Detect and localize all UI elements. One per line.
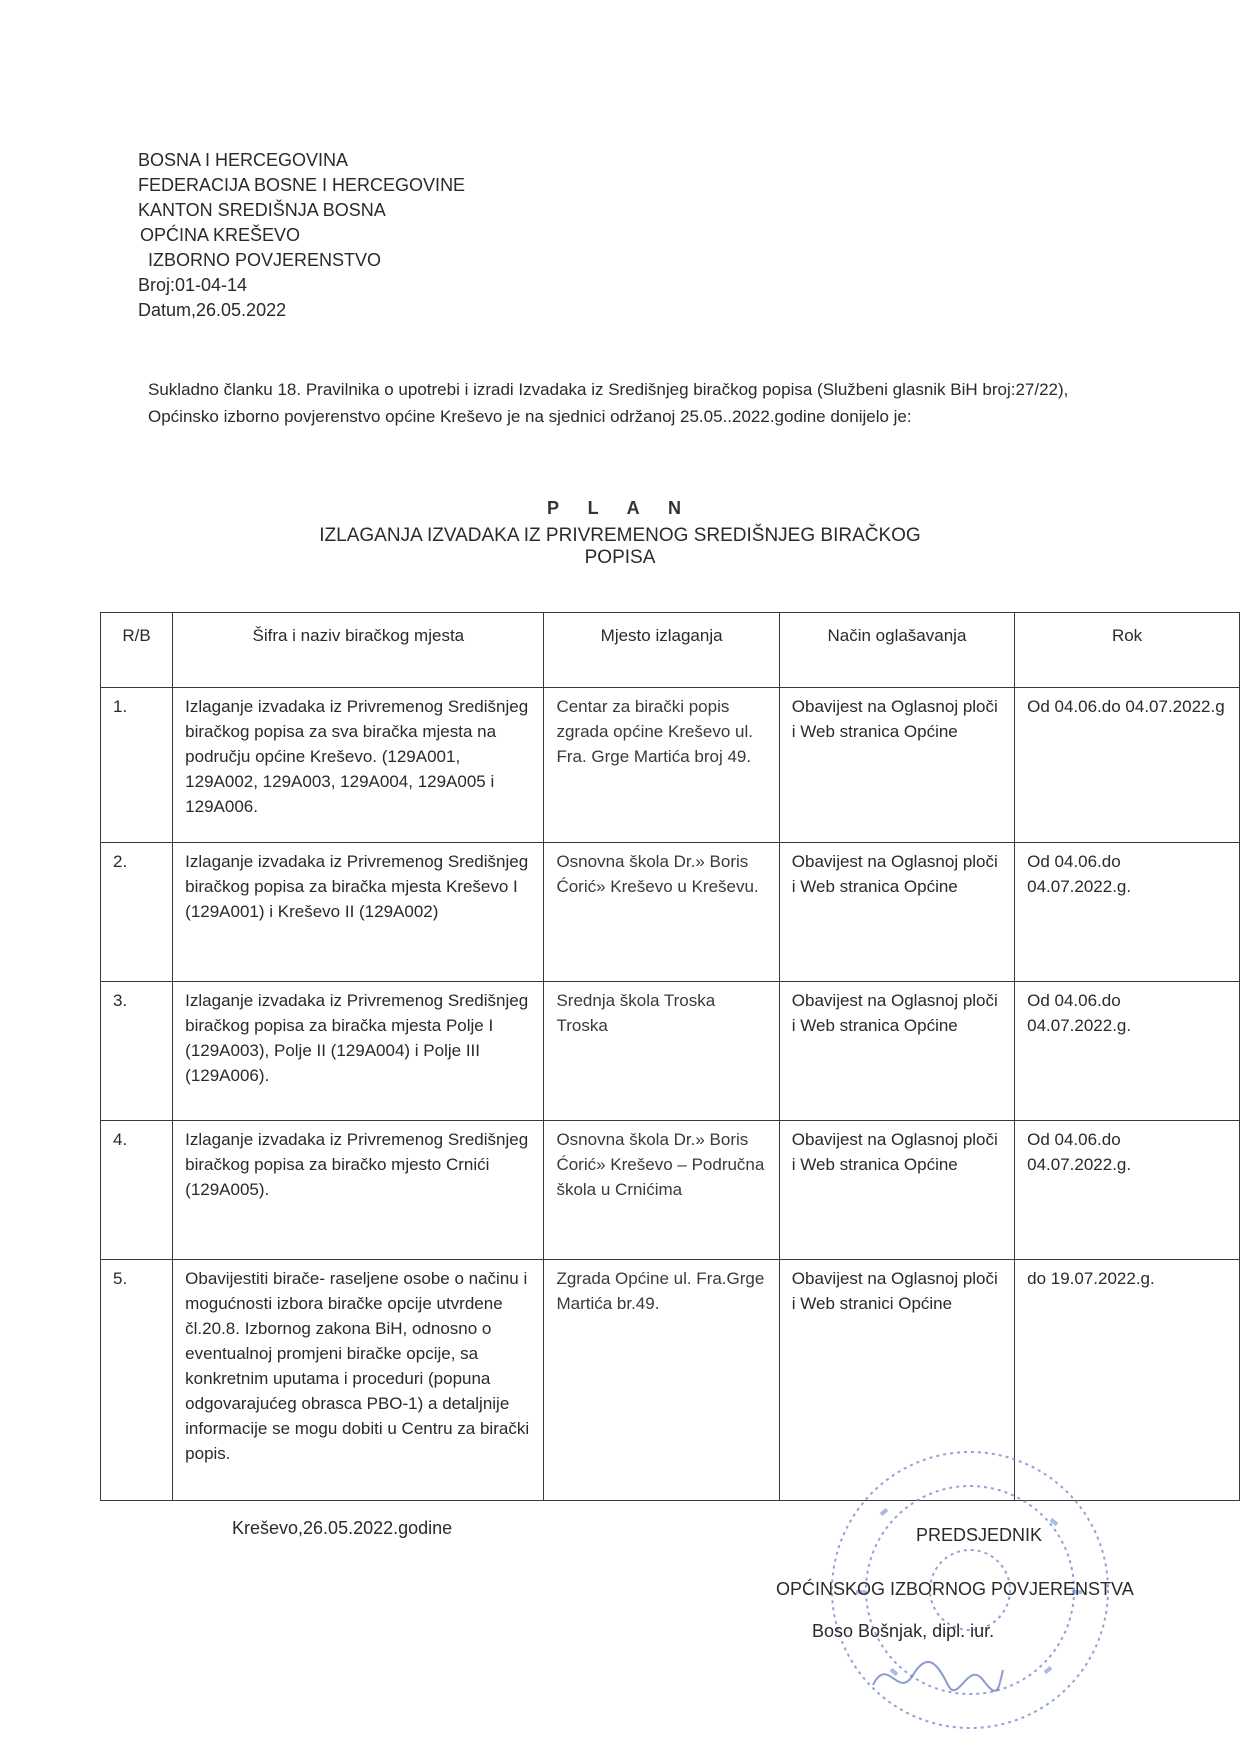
document-date: Datum,26.05.2022 — [138, 300, 287, 320]
cell-rb: 5. — [101, 1260, 173, 1501]
cell-rok: Od 04.06.do 04.07.2022.g. — [1015, 843, 1240, 982]
letterhead — [138, 148, 465, 323]
cell-rb: 1. — [101, 688, 173, 843]
cell-rb: 2. — [101, 843, 173, 982]
plan-table — [100, 612, 1240, 1501]
cell-way: Obavijest na Oglasnoj ploči i Web stranici Općine — [779, 1260, 1014, 1501]
cell-rb: 3. — [101, 982, 173, 1121]
place-date: Kreševo,26.05.2022.godine — [232, 1518, 453, 1538]
letterhead-canton: KANTON SREDIŠNJA BOSNA — [138, 200, 386, 220]
cell-rok: Od 04.06.do 04.07.2022.g. — [1015, 1121, 1240, 1260]
table-row — [101, 982, 1240, 1121]
table-row — [101, 688, 1240, 843]
cell-place: Srednja škola Troska Troska — [544, 982, 779, 1121]
sign-title-president: PREDSJEDNIK — [916, 1525, 1043, 1545]
cell-way: Obavijest na Oglasnoj ploči i Web stranica Općine — [779, 982, 1014, 1121]
document-number: Broj:01-04-14 — [138, 275, 248, 295]
letterhead-country: BOSNA I HERCEGOVINA — [138, 150, 349, 170]
cell-way: Obavijest na Oglasnoj ploči i Web stranica Općine — [779, 688, 1014, 843]
sign-title-commission: OPĆINSKOG IZBORNOG POVJERENSTVA — [776, 1579, 1134, 1599]
cell-rok: Od 04.06.do 04.07.2022.g — [1015, 688, 1240, 843]
header-rb: R/B — [101, 613, 173, 688]
signature-icon — [868, 1645, 1008, 1705]
cell-desc: Izlaganje izvadaka iz Privremenog Središnjeg biračkog popisa za biračka mjesta Polje I (129A003), Polje II (129A004) i Polje III (129A006). — [173, 982, 544, 1121]
letterhead-commission: IZBORNO POVJERENSTVO — [148, 250, 382, 270]
header-desc: Šifra i naziv biračkog mjesta — [173, 613, 544, 688]
title-subtitle: IZLAGANJA IZVADAKA IZ PRIVREMENOG SREDIŠNJEG BIRAČKOG POPISA — [319, 525, 921, 568]
intro-line-2: Općinsko izborno povjerenstvo općine Kreševo je na sjednici održanoj 25.05..2022.godine donijelo je: — [148, 407, 912, 426]
intro-paragraph — [148, 376, 1108, 430]
cell-rb: 4. — [101, 1121, 173, 1260]
letterhead-federation: FEDERACIJA BOSNE I HERCEGOVINE — [138, 175, 466, 195]
cell-rok: do 19.07.2022.g. — [1015, 1260, 1240, 1501]
cell-desc: Obavijestiti birače- raseljene osobe o načinu i mogućnosti izbora biračke opcije utvrdene čl.20.8. Izbornog zakona BiH, odnosno o eventualnoj promjeni biračke opcije, sa konkretnim uputama i proceduri (popuna odgovarajućeg obrasca PBO-1) a detaljnije informacije se mogu dobiti u Centru za birački popis. — [173, 1260, 544, 1501]
table-header-row — [101, 613, 1240, 688]
cell-way: Obavijest na Oglasnoj ploči i Web stranica Općine — [779, 843, 1014, 982]
intro-line-1: Sukladno članku 18. Pravilnika o upotrebi i izradi Izvadaka iz Središnjeg biračkog popisa (Službeni glasnik BiH broj:27/22), — [148, 380, 1069, 399]
table-row — [101, 843, 1240, 982]
cell-desc: Izlaganje izvadaka iz Privremenog Središnjeg biračkog popisa za biračka mjesta Kreševo I (129A001) i Kreševo II (129A002) — [173, 843, 544, 982]
table-row — [101, 1121, 1240, 1260]
cell-desc: Izlaganje izvadaka iz Privremenog Središnjeg biračkog popisa za sva biračka mjesta na području općine Kreševo. (129A001, 129A002, 129A003, 129A004, 129A005 i 129A006. — [173, 688, 544, 843]
cell-place: Centar za birački popis zgrada općine Kreševo ul. Fra. Grge Martića broj 49. — [544, 688, 779, 843]
header-place: Mjesto izlaganja — [544, 613, 779, 688]
header-way: Način oglašavanja — [779, 613, 1014, 688]
cell-place: Osnovna škola Dr.» Boris Ćorić» Kreševo u Kreševu. — [544, 843, 779, 982]
cell-place: Osnovna škola Dr.» Boris Ćorić» Kreševo – Područna škola u Crnićima — [544, 1121, 779, 1260]
title-plan: P L A N — [546, 498, 693, 518]
header-rok: Rok — [1015, 613, 1240, 688]
cell-rok: Od 04.06.do 04.07.2022.g. — [1015, 982, 1240, 1121]
document-title — [300, 498, 940, 569]
cell-desc: Izlaganje izvadaka iz Privremenog Središnjeg biračkog popisa za biračko mjesto Crnići (129A005). — [173, 1121, 544, 1260]
signature-block — [770, 1522, 1170, 1644]
sign-name: Boso Bošnjak, dipl. iur. — [812, 1621, 995, 1641]
cell-way: Obavijest na Oglasnoj ploči i Web stranica Općine — [779, 1121, 1014, 1260]
letterhead-municipality: OPĆINA KREŠEVO — [140, 225, 301, 245]
cell-place: Zgrada Općine ul. Fra.Grge Martića br.49. — [544, 1260, 779, 1501]
